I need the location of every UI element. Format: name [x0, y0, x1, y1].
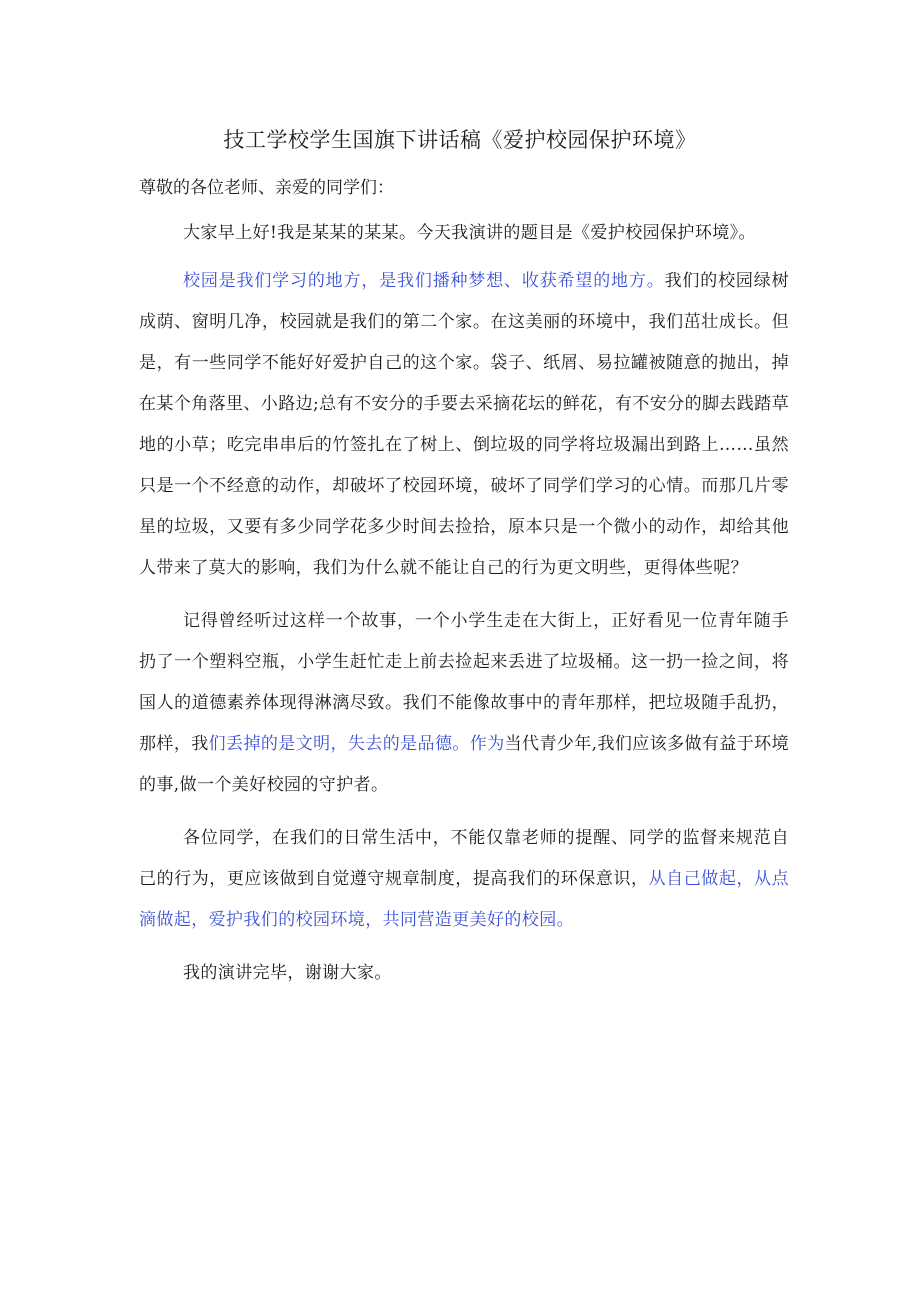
highlighted-text: 校园是我们学习的地方，是我们播种梦想、收获希望的地方。	[183, 271, 665, 291]
paragraph-text: 各位同学，在我们的日常生活中，不能仅靠老师的提醒、同学的监督来规范自己的行为，更应该做到自觉遵守规章制度，提高我们的环保意识，	[139, 828, 789, 889]
paragraph-text: 记得曾经听过这样一个故事，一个小学生走在大街上，正好看见一位青年随手扔了一个塑料空瓶，小学生赶忙走上前去捡起来丢进了垃圾桶。这一扔一捡之间，将国人的道德素养体现得淋漓尽致。我们不能像故事中的青年那样，把垃圾随手乱扔，那样，我	[139, 611, 789, 754]
document-title: 技工学校学生国旗下讲话稿《爱护校园保护环境》	[223, 128, 697, 152]
paragraph-story	[139, 601, 789, 806]
paragraph-call-to-action	[139, 818, 789, 941]
salutation: 尊敬的各位老师、亲爱的同学们：	[139, 178, 394, 198]
paragraph-closing-text: 我的演讲完毕，谢谢大家。	[183, 963, 392, 983]
paragraph-greeting-text: 大家早上好!我是某某的某某。今天我演讲的题目是《爱护校园保护环境》。	[183, 223, 756, 243]
paragraph-closing	[139, 953, 789, 994]
paragraph-text: 我们的校园绿树成荫、窗明几净，校园就是我们的第二个家。在这美丽的环境中，我们茁壮成长。但是，有一些同学不能好好爱护自己的这个家。袋子、纸屑、易拉罐被随意的抛出，掉在某个角落里、小路边;总有不安分的手要去采摘花坛的鲜花，有不安分的脚去践踏草地的小草；吃完串串后的竹签扎在了树上、倒垃圾的同学将垃圾漏出到路上……虽然只是一个不经意的动作，却破坏了校园环境，破坏了同学们学习的心情。而那几片零星的垃圾，又要有多少同学花多少时间去捡拾，原本只是一个微小的动作，却给其他人带来了莫大的影响，我们为什么就不能让自己的行为更文明些，更得体些呢？	[139, 271, 789, 578]
highlighted-text: 们丢掉的是文明，失去的是品德。作为	[208, 734, 505, 754]
paragraph-text: 当代青少年,我们应该多做有益于环境的事,做一个美好校园的守护者。	[139, 734, 789, 795]
highlighted-text: 从自己做起，从点滴做起，爱护我们的校园环境，共同营造更美好的校园。	[139, 869, 789, 930]
paragraph-greeting	[139, 213, 789, 254]
paragraph-campus	[139, 261, 789, 589]
document-body	[139, 213, 789, 1006]
